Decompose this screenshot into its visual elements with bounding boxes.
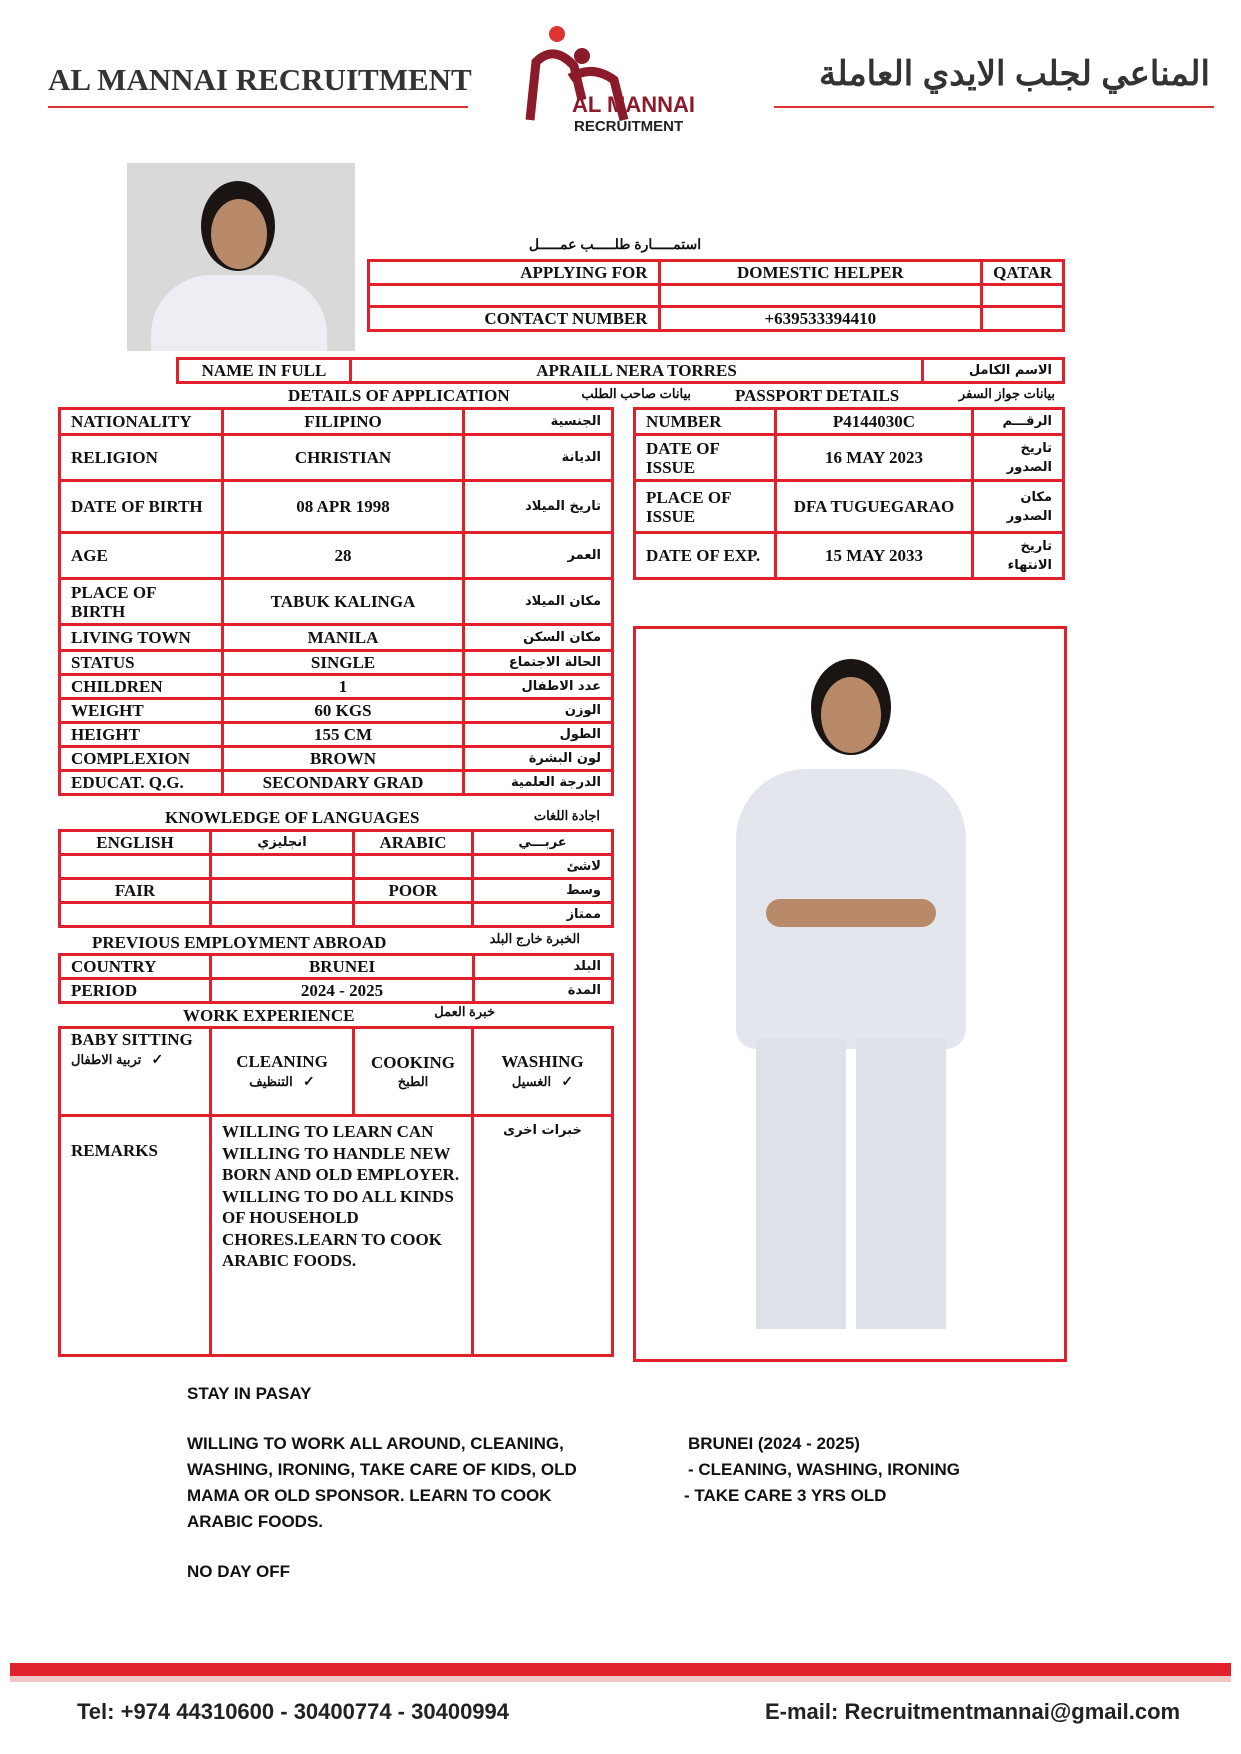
washing-label: WASHING — [501, 1052, 584, 1071]
level-none-ar: لاشئ — [473, 855, 613, 879]
previous-heading: PREVIOUS EMPLOYMENT ABROAD — [92, 933, 387, 952]
detail-value: 08 APR 1998 — [223, 481, 464, 533]
work-washing — [473, 1028, 613, 1116]
passport-heading-ar: بيانات جواز السفر — [958, 386, 1055, 401]
level-excellent-ar: ممتاز — [473, 903, 613, 927]
cleaning-label: CLEANING — [236, 1052, 328, 1071]
detail-label-ar: مكان السكن — [464, 625, 613, 651]
passport-table — [633, 407, 1065, 580]
passport-value: 15 MAY 2033 — [776, 533, 973, 579]
passport-value: 16 MAY 2023 — [776, 435, 973, 481]
check-icon: ✓ — [151, 1051, 164, 1067]
cooking-label: COOKING — [370, 1052, 456, 1072]
company-name-ar: المناعي لجلب الايدي العاملة — [818, 55, 1210, 93]
languages-table — [58, 829, 614, 928]
level-fair-ar: وسط — [473, 879, 613, 903]
detail-value: 60 KGS — [223, 699, 464, 723]
applicant-photo-small — [127, 163, 355, 351]
name-label-ar: الاسم الكامل — [923, 359, 1064, 383]
passport-value: P4144030C — [776, 409, 973, 435]
form-title-ar: استمـــــارة طلـــــب عمـــــل — [528, 236, 702, 252]
note-no-day-off: NO DAY OFF — [187, 1562, 290, 1581]
arabic-level: POOR — [354, 879, 473, 903]
languages-heading: KNOWLEDGE OF LANGUAGES — [165, 808, 420, 827]
details-heading: DETAILS OF APPLICATION — [288, 386, 510, 405]
detail-label-ar: الطول — [464, 723, 613, 747]
detail-label: COMPLEXION — [60, 747, 223, 771]
passport-label: DATE OF ISSUE — [635, 435, 776, 481]
footer-band-light — [10, 1676, 1231, 1682]
detail-label-ar: مكان الميلاد — [464, 579, 613, 625]
previous-period-label: PERIOD — [60, 979, 211, 1003]
logo-line2: RECRUITMENT — [574, 118, 684, 135]
detail-label-ar: لون البشرة — [464, 747, 613, 771]
previous-period-ar: المدة — [474, 979, 613, 1003]
detail-label-ar: الوزن — [464, 699, 613, 723]
footer-email: E-mail: Recruitmentmannai@gmail.com — [765, 1699, 1181, 1724]
note-willing: WILLING TO WORK ALL AROUND, CLEANING, WASHING, IRONING, TAKE CARE OF KIDS, OLD MAMA OR OLD SPONSOR. LEARN TO COOK ARABIC FOODS. — [187, 1434, 577, 1531]
detail-value: 155 CM — [223, 723, 464, 747]
work-heading: WORK EXPERIENCE — [183, 1006, 355, 1025]
passport-label: NUMBER — [635, 409, 776, 435]
note-stay: STAY IN PASAY — [187, 1384, 312, 1403]
passport-label: DATE OF EXP. — [635, 533, 776, 579]
previous-country: BRUNEI — [211, 955, 474, 979]
language-english: ENGLISH — [60, 831, 211, 855]
company-logo — [522, 20, 732, 140]
detail-label: CHILDREN — [60, 675, 223, 699]
name-value: APRAILL NERA TORRES — [351, 359, 923, 383]
work-heading-ar: خبرة العمل — [434, 1004, 495, 1019]
work-cleaning — [211, 1028, 354, 1116]
cleaning-ar: التنظيف — [249, 1074, 293, 1089]
detail-value: SECONDARY GRAD — [223, 771, 464, 795]
baby-sitting-label: BABY SITTING — [71, 1030, 193, 1049]
details-table — [58, 407, 614, 796]
detail-value: 28 — [223, 533, 464, 579]
language-arabic: ARABIC — [354, 831, 473, 855]
remarks-label: REMARKS — [60, 1116, 211, 1356]
washing-ar: الغسيل — [511, 1074, 552, 1089]
check-icon: ✓ — [561, 1073, 574, 1089]
passport-value: DFA TUGUEGARAO — [776, 481, 973, 533]
position-value: DOMESTIC HELPER — [659, 261, 982, 285]
baby-sitting-ar: تربية الاطفال — [71, 1052, 142, 1067]
detail-label: AGE — [60, 533, 223, 579]
passport-label-ar: الرقـــم — [973, 409, 1064, 435]
header-rule-left — [48, 106, 468, 108]
applicant-photo-full — [676, 659, 1026, 1329]
passport-label-ar: مكان الصدور — [973, 481, 1064, 533]
detail-label: HEIGHT — [60, 723, 223, 747]
logo-line1: AL MANNAI — [572, 92, 696, 117]
passport-label-ar: تاريخ الانتهاء — [973, 533, 1064, 579]
detail-label-ar: العمر — [464, 533, 613, 579]
language-arabic-ar: عربـــي — [473, 831, 613, 855]
detail-value: SINGLE — [223, 651, 464, 675]
note-brunei-line2: - TAKE CARE 3 YRS OLD — [684, 1486, 887, 1505]
previous-heading-ar: الخبرة خارج البلد — [489, 931, 580, 946]
detail-label: PLACE OF BIRTH — [60, 579, 223, 625]
detail-label: DATE OF BIRTH — [60, 481, 223, 533]
passport-heading: PASSPORT DETAILS — [735, 386, 900, 405]
work-table — [58, 1026, 614, 1357]
languages-heading-ar: اجادة اللغات — [533, 808, 600, 823]
name-label: NAME IN FULL — [178, 359, 351, 383]
detail-label-ar: الحالة الاجتماع — [464, 651, 613, 675]
applying-table — [367, 259, 1065, 332]
other-experience-ar: خبرات اخرى — [473, 1116, 613, 1356]
detail-value: TABUK KALINGA — [223, 579, 464, 625]
detail-label: RELIGION — [60, 435, 223, 481]
detail-value: 1 — [223, 675, 464, 699]
contact-number: +639533394410 — [659, 307, 982, 331]
work-cooking — [354, 1028, 473, 1116]
detail-label: NATIONALITY — [60, 409, 223, 435]
remarks-text: WILLING TO LEARN CAN WILLING TO HANDLE NEW BORN AND OLD EMPLOYER. WILLING TO DO ALL KINDS OF HOUSEHOLD CHORES.LEARN TO COOK ARABIC FOODS. — [211, 1116, 473, 1356]
contact-label: CONTACT NUMBER — [369, 307, 660, 331]
footer-band — [10, 1663, 1231, 1676]
detail-label-ar: الديانة — [464, 435, 613, 481]
note-brunei-line1: - CLEANING, WASHING, IRONING — [688, 1460, 960, 1479]
detail-value: FILIPINO — [223, 409, 464, 435]
detail-label: LIVING TOWN — [60, 625, 223, 651]
applying-for-label: APPLYING FOR — [369, 261, 660, 285]
previous-country-ar: البلد — [474, 955, 613, 979]
applicant-photo-full-frame — [633, 626, 1067, 1362]
previous-table — [58, 953, 614, 1004]
detail-label: EDUCAT. Q.G. — [60, 771, 223, 795]
detail-label: WEIGHT — [60, 699, 223, 723]
company-name-en: AL MANNAI RECRUITMENT — [48, 62, 472, 97]
note-brunei-title: BRUNEI (2024 - 2025) — [688, 1434, 860, 1453]
cooking-ar: الطبخ — [397, 1073, 429, 1089]
passport-label-ar: تاريخ الصدور — [973, 435, 1064, 481]
detail-label: STATUS — [60, 651, 223, 675]
country-value: QATAR — [982, 261, 1064, 285]
detail-value: BROWN — [223, 747, 464, 771]
name-table — [176, 357, 1065, 384]
detail-label-ar: الدرجة العلمية — [464, 771, 613, 795]
passport-label: PLACE OF ISSUE — [635, 481, 776, 533]
detail-value: MANILA — [223, 625, 464, 651]
check-icon: ✓ — [302, 1073, 315, 1089]
detail-label-ar: عدد الاطفال — [464, 675, 613, 699]
footer-phone: Tel: +974 44310600 - 30400774 - 30400994 — [77, 1699, 510, 1724]
detail-label-ar: تاريخ الميلاد — [464, 481, 613, 533]
language-english-ar: انجليزي — [211, 831, 354, 855]
english-level: FAIR — [60, 879, 211, 903]
detail-value: CHRISTIAN — [223, 435, 464, 481]
previous-country-label: COUNTRY — [60, 955, 211, 979]
header-rule-right — [774, 106, 1214, 108]
detail-label-ar: الجنسية — [464, 409, 613, 435]
details-heading-ar: بيانات صاحب الطلب — [581, 386, 691, 401]
previous-period: 2024 - 2025 — [211, 979, 474, 1003]
work-baby-sitting — [60, 1028, 211, 1116]
